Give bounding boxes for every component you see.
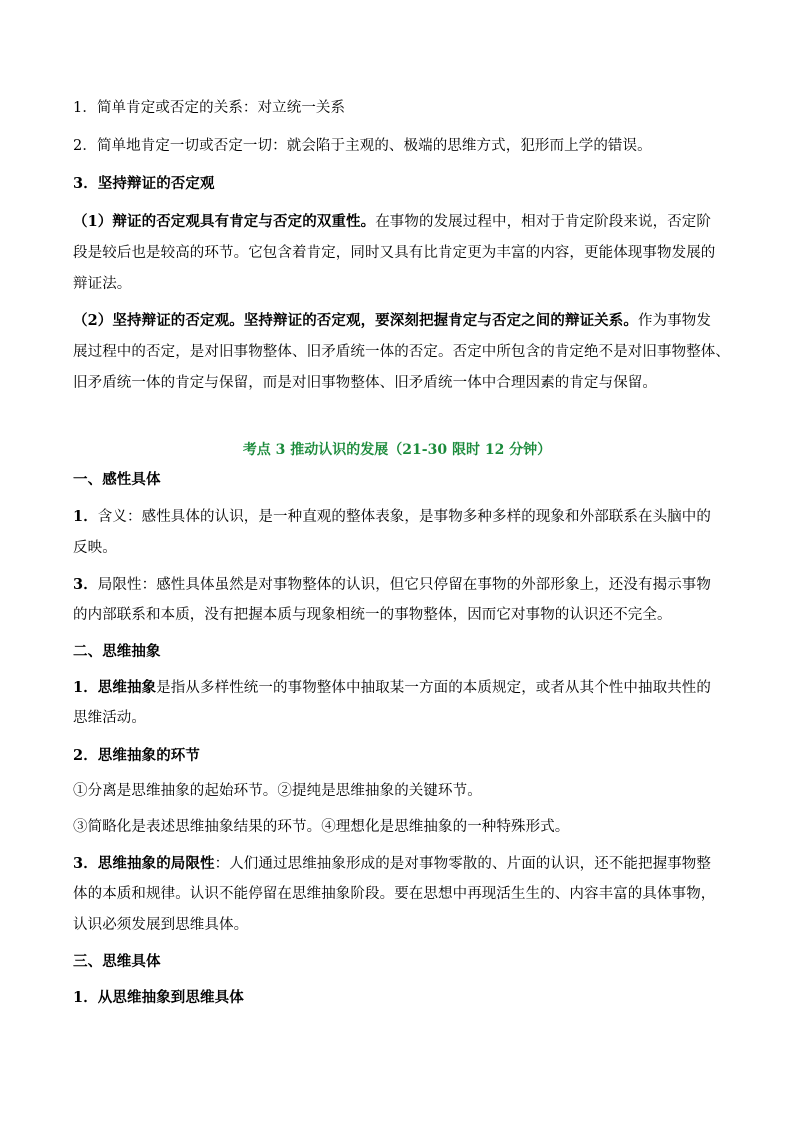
bold-lead: 1．	[73, 508, 98, 525]
paragraph-text: ：人们通过思维抽象形成的是对事物零散的、片面的认识，还不能把握事物整	[214, 856, 711, 872]
paragraph-4-line-3: 辩证法。	[73, 276, 132, 292]
s2-steps-line-2: ③简略化是表述思维抽象结果的环节。④理想化是思维抽象的一种特殊形式。	[73, 819, 570, 835]
heading-abstract-thinking: 二、思维抽象	[73, 643, 161, 660]
heading-dialectical-negation: 3．坚持辩证的否定观	[73, 175, 215, 192]
bold-lead: 3．思维抽象的局限性	[73, 855, 215, 872]
s1-paragraph-2-line-1	[73, 568, 733, 602]
heading-concrete-thinking: 三、思维具体	[73, 953, 161, 970]
paragraph-5-line-2: 展过程中的否定，是对旧事物整体、旧矛盾统一体的否定。否定中所包含的肯定绝不是对旧事物整体、	[73, 344, 730, 360]
paragraph-text: 在事物的发展过程中，相对于肯定阶段来说，否定阶	[375, 214, 711, 230]
paragraph-1	[73, 92, 733, 125]
paragraph-5-line-1	[73, 304, 733, 338]
heading-abstract-steps: 2．思维抽象的环节	[73, 747, 200, 764]
s2-paragraph-3-line-3: 认识必须发展到思维具体。	[73, 917, 249, 933]
heading-perceptual-concrete: 一、感性具体	[73, 471, 161, 488]
paragraph-5-line-3: 旧矛盾统一体的肯定与保留，而是对旧事物整体、旧矛盾统一体中合理因素的肯定与保留。	[73, 375, 657, 391]
s2-paragraph-1-line-2: 思维活动。	[73, 710, 146, 726]
s2-steps-line-1: ①分离是思维抽象的起始环节。②提纯是思维抽象的关键环节。	[73, 783, 482, 799]
paragraph-number: 1．	[73, 100, 97, 116]
bold-lead: （1）辩证的否定观具有肯定与否定的双重性。	[73, 213, 376, 230]
paragraph-number: 2．	[73, 138, 97, 154]
s1-paragraph-1-line-2: 反映。	[73, 540, 117, 556]
paragraph-4-line-1	[73, 205, 733, 239]
bold-lead: （2）坚持辩证的否定观。坚持辩证的否定观，要深刻把握肯定与否定之间的辩证关系。	[73, 312, 638, 329]
paragraph-text: 简单地肯定一切或否定一切：就会陷于主观的、极端的思维方式，犯形而上学的错误。	[96, 138, 652, 154]
s2-paragraph-3-line-2: 体的本质和规律。认识不能停留在思维抽象阶段。要在思想中再现活生生的、内容丰富的具体事物，	[73, 886, 716, 902]
bold-lead: 3．	[73, 576, 98, 593]
paragraph-text: 简单肯定或否定的关系：对立统一关系	[96, 100, 346, 116]
paragraph-text: 是指从多样性统一的事物整体中抽取某一方面的本质规定，或者从其个性中抽取共性的	[156, 680, 711, 696]
heading-abstract-to-concrete: 1．从思维抽象到思维具体	[73, 989, 244, 1006]
paragraph-text: 作为事物发	[638, 313, 711, 329]
paragraph-text: 含义：感性具体的认识，是一种直观的整体表象，是事物多种多样的现象和外部联系在头脑中的	[97, 509, 711, 525]
paragraph-text: 局限性：感性具体虽然是对事物整体的认识，但它只停留在事物的外部形象上，还没有揭示事物	[97, 577, 711, 593]
s2-paragraph-1-line-1	[73, 671, 733, 705]
bold-lead: 1．思维抽象	[73, 679, 157, 696]
s2-paragraph-3-line-1	[73, 847, 733, 881]
s1-paragraph-2-line-2: 的内部联系和本质，没有把握本质与现象相统一的事物整体，因而它对事物的认识还不完全。	[73, 607, 672, 623]
paragraph-4-line-2: 段是较后也是较高的环节。它包含着肯定，同时又具有比肯定更为丰富的内容，更能体现事物发展的	[73, 245, 716, 261]
section-title: 考点 3 推动认识的发展（21-30 限时 12 分钟）	[242, 442, 552, 458]
s1-paragraph-1-line-1	[73, 500, 733, 534]
paragraph-2	[73, 130, 733, 163]
